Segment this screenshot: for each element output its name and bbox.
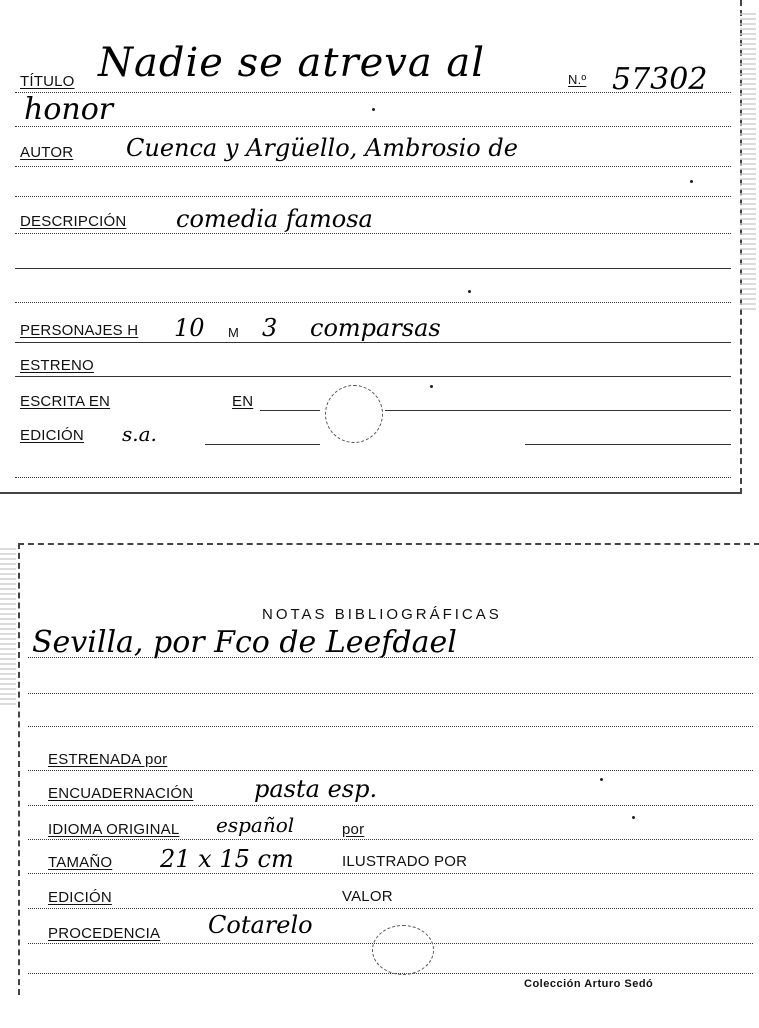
escrita-label: ESCRITA EN [20, 393, 111, 410]
escrita-en-rule [260, 410, 320, 411]
estreno-rule [15, 376, 731, 377]
speck [600, 778, 603, 781]
speck [430, 385, 433, 388]
autor-label: AUTOR [20, 144, 74, 161]
idioma-rule [28, 839, 753, 840]
notas-rule-2 [28, 693, 753, 694]
numero-label: N.º [568, 72, 587, 87]
idioma-value: español [216, 813, 295, 837]
procedencia-value: Cotarelo [208, 911, 313, 939]
edicion-label: EDICIÓN [20, 427, 84, 444]
edicion-mid-rule [205, 444, 320, 445]
tamano-label: TAMAÑO [48, 854, 113, 871]
valor-label: VALOR [342, 888, 393, 905]
descripcion-label: DESCRIPCIÓN [20, 213, 127, 230]
escrita-en-label: EN [232, 393, 254, 410]
personajes-rule [15, 342, 731, 343]
personajes-m-label: M [228, 325, 240, 340]
punch-hole [372, 925, 434, 975]
idioma-por-label: por [342, 821, 365, 838]
speck [372, 108, 375, 111]
catalog-card-back [18, 543, 759, 995]
edicion-value: s.a. [122, 422, 157, 446]
bottom-rule [15, 477, 731, 478]
titulo-continuation: honor [24, 92, 114, 127]
encuadernacion-rule [28, 805, 753, 806]
encuadernacion-label: ENCUADERNACIÓN [48, 785, 194, 802]
blank-rule-2 [15, 268, 731, 269]
descripcion-value: comedia famosa [176, 205, 373, 233]
personajes-label: PERSONAJES H [20, 322, 139, 339]
blank-rule-3 [15, 302, 731, 303]
torn-edge [740, 10, 756, 310]
notas-rule-1 [28, 657, 753, 658]
catalog-card-front [0, 0, 742, 494]
notas-value: Sevilla, por Fco de Leefdael [32, 625, 457, 660]
edicion-back-rule [28, 908, 753, 909]
ilustrado-label: ILUSTRADO POR [342, 853, 468, 870]
autor-rule [15, 166, 731, 167]
punch-hole [325, 385, 383, 443]
titulo-cont-rule [15, 126, 731, 127]
tamano-value: 21 x 15 cm [160, 845, 294, 873]
personajes-h-value: 10 [174, 314, 205, 342]
notas-rule-3 [28, 726, 753, 727]
speck [468, 290, 471, 293]
titulo-rule [15, 92, 731, 93]
speck [690, 180, 693, 183]
notas-heading: NOTAS BIBLIOGRÁFICAS [262, 606, 502, 623]
numero-value: 57302 [612, 62, 708, 97]
descripcion-rule [15, 233, 731, 234]
encuadernacion-value: pasta esp. [254, 775, 378, 803]
idioma-label: IDIOMA ORIGINAL [48, 821, 180, 838]
estrenada-label: ESTRENADA por [48, 751, 168, 768]
collection-footer: Colección Arturo Sedó [524, 978, 654, 990]
speck [632, 816, 635, 819]
titulo-value: Nadie se atreva al [98, 40, 486, 86]
torn-edge [0, 545, 16, 705]
escrita-right-rule [385, 410, 731, 411]
estreno-label: ESTRENO [20, 357, 94, 374]
blank-rule-1 [15, 196, 731, 197]
edicion-back-label: EDICIÓN [48, 889, 112, 906]
personajes-m-value: 3 [262, 314, 278, 342]
personajes-extra: comparsas [310, 314, 441, 342]
tamano-rule [28, 873, 753, 874]
autor-value: Cuenca y Argüello, Ambrosio de [126, 134, 518, 162]
estrenada-rule [28, 770, 753, 771]
edicion-right-rule [525, 444, 731, 445]
titulo-label: TÍTULO [20, 73, 75, 90]
procedencia-label: PROCEDENCIA [48, 925, 161, 942]
